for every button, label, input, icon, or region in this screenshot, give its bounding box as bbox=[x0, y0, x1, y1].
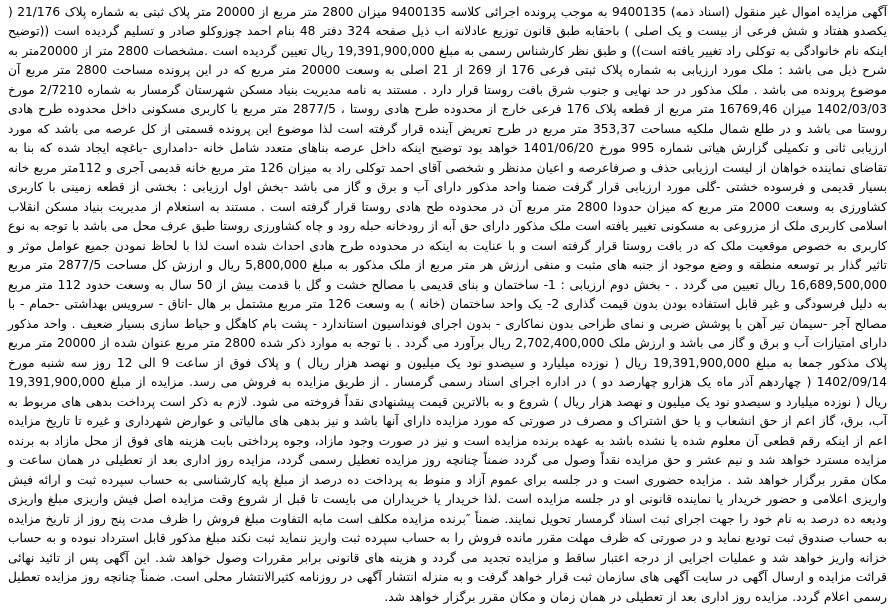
auction-notice-text: آگهی مزایده اموال غیر منقول (اسناد ذمه) 9400135 به موجب پرونده اجرائی کلاسه 9400135 میزان 2800 متر مربع از 20000 متر پلاک ثبتی به شماره پلاک 21/176 ( یکصدو هفتاد و شش فرعی از بیست و یک اصلی ) باحقابه طبق قانون توزیع عادلانه اب ذیل صفحه 324 دفتر 48 بنام احمد چوزوکلو صادر و تسلیم گردیده است ((توضیح اینکه نام خانوادگی به توکلی راد تغییر یافته است)) و طبق نظر کارشناس رسمی به مبلغ 19,391,900,000 ریال تعیین گردیده است .مشخصات 2800 متر از 20000متر به شرح ذیل می باشد : ملک مورد ارزیابی به شماره پلاک ثبتی فرعی 176 از 269 از 21 اصلی به وسعت 20000 متر مربع که در این پرونده مساحت 2800 متر مربع آن موضوع پرونده می باشد . ملک مذکور در حد نهایی و جنوب شرق بافت روستا قرار دارد . مستند به نامه مدیریت بنیاد مسکن شهرستان گرمسار به شماره 2/7210 مورخ 1402/03/03 میزان 16769,46 متر مربع از قطعه پلاک 176 فرعی خارج از محدوده طرح هادی روستا ، 2877/5 متر مربع با کاربری مسکونی داخل محدوده طرح هادی روستا می باشد و در طلع شمال ملکیه مساحت 353,37 متر مربع در طرح تعریض آینده قرار گرفته است لذا موضوع این پرونده قسمتی از کل عرصه می باشد که مورد ارزیابی ثانی و تکمیلی گزارش هیاتی شماره 995 مورخ 1401/06/20 خواهد بود توضیح اینکه داخل عرصه بناهای متعدد شامل خانه -دامداری -باغچه ایجاد شده که بنا به تقاضای نماینده خواهان از لیست ارزیابی حذف و صرفاعرصه و اعیان مدنظر و شخصی آقای احمد توکلی راد به میزان 126 متر مربع خانه قدیمی آجری و 112متر مربع خانه بسیار قدیمی و فرسوده خشتی -گلی مورد ارزیابی قرار گرفت ضمنا واحد مذکور دارای آب و برق و گاز می باشد -بخش اول ارزیابی : بخشی از قطعه زمینی با کاربری کشاورزی به وسعت 2000 متر مربع که میزان حدودا 2800 متر مربع آن در محدوده طح هادی روستا قرار گرفته است . مستند به استعلام از مدیریت بنیاد مسکن انقلاب اسلامی کاربری ملک از مزروعی به مسکونی تغییر یافته است ملک مذکور دارای حق آبه از رودخانه حبله رود و چاه کشاورزی روستا طبق عرف محل می باشد با توجه به نوع کاربری به خصوص موقعیت ملک که در بافت روستا قرار گرفته است و با عنایت به اینکه در محدوده طرح هادی احداث شده است لذا با لحاظ نمودن جمیع عوامل موثر و تاثیر گذار بر توسعه منطقه و وضع موجود از جنبه های مثبت و منفی ارزش هر متر مربع از ملک مذکور به مبلغ 5,800,000 ریال و ارزش کل مساحت 2877/5 متر مربع 16,689,500,000 ریال تعیین می گردد . - بخش دوم ارزیابی : 1- ساختمان و بنای قدیمی با مصالح خشت و گل با قدمت بیش از 50 سال به وسعت حدود 112 متر مربع به دلیل فرسودگی و غیر قابل استفاده بودن بدون قیمت گذاری 2- یک واحد ساختمان (خانه ) به وسعت 126 متر مربع مشتمل بر هال -اتاق - سرویس بهداشتی -حمام - با مصالح آجر -سیمان تیر آهن با پوشش ضربی و نمای طراحی بدون نماکاری - بدون اجرای فونداسیون استاندارد - پشت بام کاهگل و حیاط سازی بسیار ضعیف . واحد مذکور دارای امتیازات آب و برق و گاز می باشد و ارزش ملک 2,702,400,000 ریال برآورد می گردد . با توجه به موارد ذکر شده 2800 متر مربع عنوان شده از 20000 متر مربع پلاک مذکور جمعا به مبلغ 19,391,900,000 ریال ( نوزده میلیارد و سیصدو نود یک میلیون و نهصد هزار ریال ) و پلاک فوق از ساعت 9 الی 12 روز سه شنبه مورخ 1402/09/14 ( چهاردهم آذر ماه یک هزارو چهارصد دو ) در اداره اجرای اسناد رسمی گرمسار . از طریق مزایده به فروش می رسد. مزایده از مبلغ 19,391,900,000 ریال ( نوزده میلیارد و سیصدو نود یک میلیون و نهصد هزار ریال ) شروع و به بالاترین قیمت پیشنهادی نقداً فروخته می شود. لازم به ذکر است پرداخت بدهی های مربوط به آب، برق، گاز اعم از حق انشعاب و یا حق اشتراک و مصرف در صورتی که مورد مزایده دارای آنها باشد و نیز بدهی های مالیاتی و عوارض شهرداری و غیره تا تاریخ مزایده اعم از اینکه رقم قطعی آن معلوم شده یا نشده باشد به عهده برنده مزایده است و نیز در صورت وجود مازاد، وجوه پرداختی بابت هزینه های فوق از محل مازاد به برنده مزایده مسترد خواهد شد و نیم عشر و حق مزایده نقداً وصول می گردد ضمناً چنانچه روز مزایده تعطیل رسمی گردد، مزایده روز اداری بعد از تعطیلی در همان ساعت و مکان مقرر برگزار خواهد شد . مزایده حضوری است و در جلسه برای عموم آزاد و منوط به پرداخت ده درصد از مبلغ پایه کارشناسی به حساب سپرده ثبت و ارائه فیش واریزی اعلامی و حضور خریدار یا نماینده قانونی او در جلسه مزایده است .لذا خریدار یا خریداران می بایست تا قبل از شروع وقت مزایده اصل فیش واریزی مبلغ واریزی ودیعه ده درصد به نام خود را جهت اجرای ثبت اسناد گرمسار تحویل نمایند. ضمناً ″برنده مزایده مکلف است مابه التفاوت مبلغ فروش را ظرف مدت پنج روز از تاریخ مزایده به حساب صندوق ثبت تودیع نماید و در صورتی که ظرف مهلت مقرر مانده فروش را به حساب سپرده ثبت واریز ننماید ثبت نکند مبلغ مذکور قابل استرداد نبوده و به حساب خزانه واریز خواهد شد و عملیات اجرایی از درجه اعتبار ساقط و مزایده تجدید می گردد و هزینه های قانونی برابر مقررات وصول خواهد شد. این آگهی پس از تائید نهائی قرائت مزایده و ارسال آگهی در سایت آگهی های سازمان ثبت قرار خواهد گرفت و به منزله انتشار آگهی در روزنامه کثیرالانتشار محلی است. ضمناً چنانچه روز مزایده تعطیل رسمی اعلام گردد. مزایده روز اداری بعد از تعطیلی در همان زمان و مکان مقرر برگزار خواهد شد. bbox=[8, 5, 888, 604]
